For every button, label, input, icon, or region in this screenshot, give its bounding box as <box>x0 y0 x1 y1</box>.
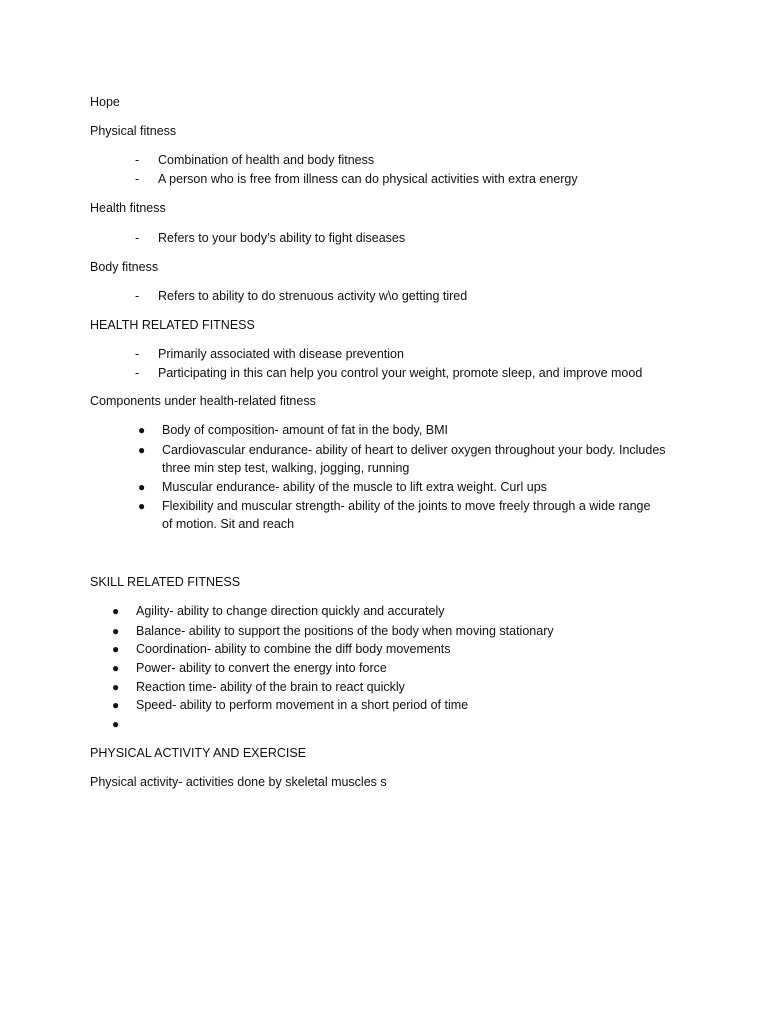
list-item-text: Combination of health and body fitness <box>158 153 375 167</box>
bullet-marker: ● <box>112 624 120 638</box>
dash-marker: - <box>135 153 140 167</box>
bullet-marker: ● <box>112 661 120 675</box>
health-fitness-heading: Health fitness <box>90 201 166 215</box>
list-item-text: Agility- ability to change direction quickly and accurately <box>136 604 445 618</box>
dash-marker: - <box>135 347 140 361</box>
bullet-marker: ● <box>112 604 120 618</box>
list-item-text: A person who is free from illness can do physical activities with extra energy <box>158 172 578 186</box>
physical-fitness-heading: Physical fitness <box>90 124 177 138</box>
bullet-marker: ● <box>138 443 146 457</box>
list-item-text: Speed- ability to perform movement in a short period of time <box>136 698 469 712</box>
list-item-text: Cardiovascular endurance- ability of heart to deliver oxygen throughout your body. Includes <box>162 443 666 457</box>
physical-activity-text: Physical activity- activities done by skeletal muscles s <box>90 775 387 789</box>
document-title: Hope <box>90 95 120 109</box>
list-item-text: Flexibility and muscular strength- ability of the joints to move freely through a wide range <box>162 499 651 513</box>
list-item-text: Muscular endurance- ability of the muscle to lift extra weight. Curl ups <box>162 480 547 494</box>
list-item-text: Power- ability to convert the energy into force <box>136 661 387 675</box>
health-related-fitness-heading: HEALTH RELATED FITNESS <box>90 318 255 332</box>
list-item-text: Refers to your body’s ability to fight diseases <box>158 231 406 245</box>
bullet-marker: ● <box>138 423 146 437</box>
list-item-text: Participating in this can help you control your weight, promote sleep, and improve mood <box>158 366 643 380</box>
list-item-text: of motion. Sit and reach <box>162 517 295 531</box>
bullet-marker: ● <box>112 717 120 731</box>
bullet-marker: ● <box>112 698 120 712</box>
list-item-text: Refers to ability to do strenuous activity w\o getting tired <box>158 289 468 303</box>
dash-marker: - <box>135 231 140 245</box>
list-item-text: Coordination- ability to combine the diff body movements <box>136 642 451 656</box>
components-heading: Components under health-related fitness <box>90 394 316 408</box>
dash-marker: - <box>135 289 140 303</box>
dash-marker: - <box>135 172 140 186</box>
body-fitness-heading: Body fitness <box>90 260 159 274</box>
dash-marker: - <box>135 366 140 380</box>
physical-activity-exercise-heading: PHYSICAL ACTIVITY AND EXERCISE <box>90 746 307 760</box>
list-item-text: Body of composition- amount of fat in the body, BMI <box>162 423 449 437</box>
bullet-marker: ● <box>138 499 146 513</box>
bullet-marker: ● <box>138 480 146 494</box>
list-item-text: three min step test, walking, jogging, running <box>162 461 410 475</box>
list-item-text: Balance- ability to support the positions of the body when moving stationary <box>136 624 554 638</box>
bullet-marker: ● <box>112 642 120 656</box>
skill-related-fitness-heading: SKILL RELATED FITNESS <box>90 575 241 589</box>
bullet-marker: ● <box>112 680 120 694</box>
list-item-text: Reaction time- ability of the brain to react quickly <box>136 680 405 694</box>
list-item-text: Primarily associated with disease prevention <box>158 347 404 361</box>
